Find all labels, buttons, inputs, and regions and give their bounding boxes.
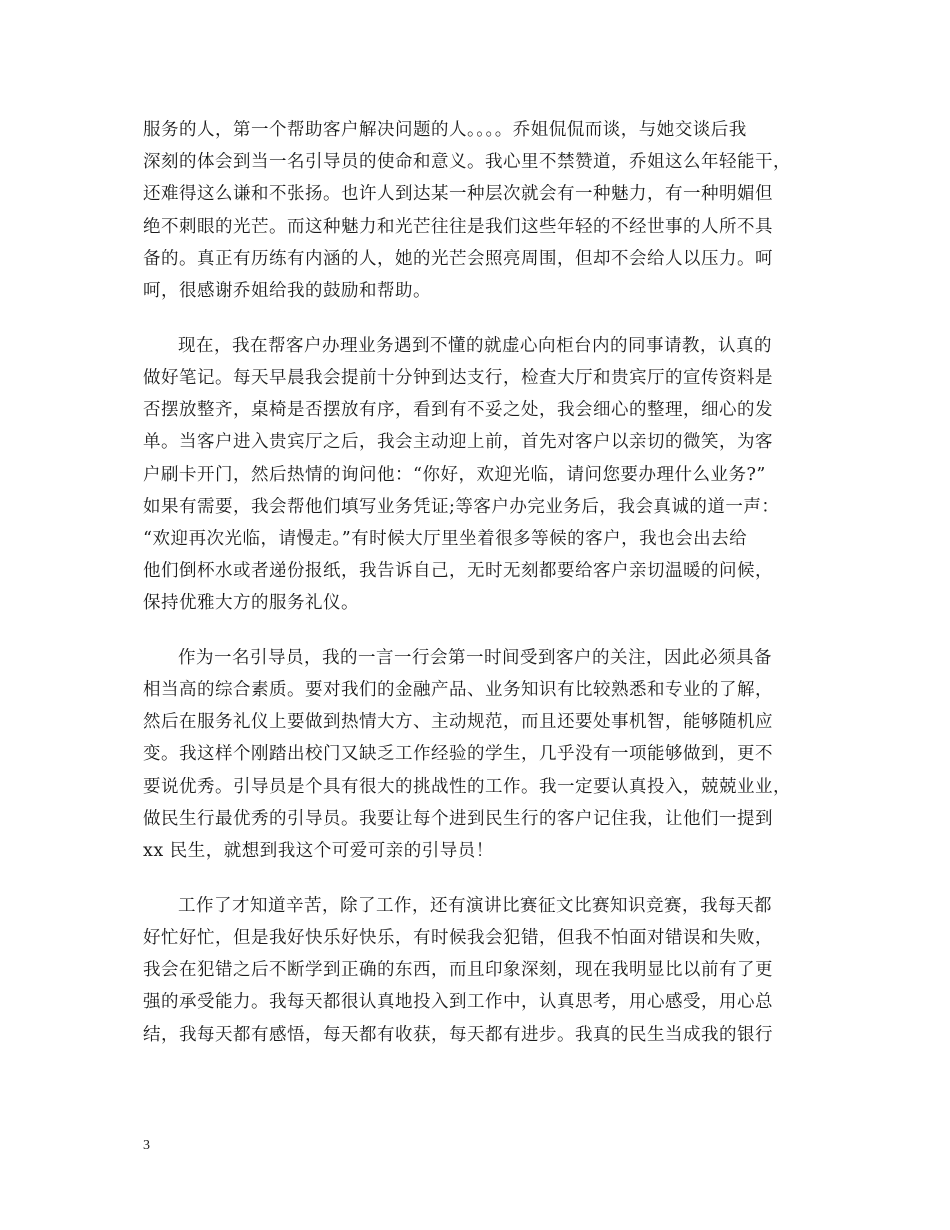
text-line: “欢迎再次光临，请慢走。”有时候大厅里坐着很多等候的客户，我也会出去给 — [143, 529, 748, 549]
text-line: xx 民生，就想到我这个可爱可亲的引导员！ — [143, 841, 494, 861]
text-line: 绝不刺眼的光芒。而这种魅力和光芒往往是我们这些年轻的不经世事的人所不具 — [143, 217, 773, 237]
paragraph-first-line: 工作了才知道辛苦，除了工作，还有演讲比赛征文比赛知识竞赛，我每天都 — [178, 896, 772, 916]
text-line: 强的承受能力。我每天都很认真地投入到工作中，认真思考，用心感受，用心总 — [143, 992, 773, 1012]
text-line: 变。我这样个刚踏出校门又缺乏工作经验的学生，几乎没有一项能够做到，更不 — [143, 744, 773, 764]
text-line: 单。当客户进入贵宾厅之后，我会主动迎上前，首先对客户以亲切的微笑，为客 — [143, 432, 773, 452]
text-line: 如果有需要，我会帮他们填写业务凭证;等客户办完业务后，我会真诚的道一声： — [143, 497, 780, 517]
text-line: 呵，很感谢乔姐给我的鼓励和帮助。 — [143, 281, 431, 301]
text-line: 备的。真正有历练有内涵的人，她的光芒会照亮周围，但却不会给人以压力。呵 — [143, 249, 773, 269]
paragraph-first-line: 作为一名引导员，我的一言一行会第一时间受到客户的关注，因此必须具备 — [178, 648, 772, 668]
text-line: 深刻的体会到当一名引导员的使命和意义。我心里不禁赞道，乔姐这么年轻能干， — [143, 152, 791, 172]
text-line: 户刷卡开门，然后热情的询问他：“你好，欢迎光临，请问您要办理什么业务?” — [143, 465, 766, 485]
text-line: 我会在犯错之后不断学到正确的东西，而且印象深刻，现在我明显比以前有了更 — [143, 960, 773, 980]
text-line: 做好笔记。每天早晨我会提前十分钟到达支行，检查大厅和贵宾厅的宣传资料是 — [143, 368, 773, 388]
page-number: 3 — [143, 1138, 150, 1153]
text-line: 做民生行最优秀的引导员。我要让每个进到民生行的客户记住我，让他们一提到 — [143, 809, 773, 829]
text-line: 保持优雅大方的服务礼仪。 — [143, 593, 359, 613]
text-line: 然后在服务礼仪上要做到热情大方、主动规范，而且还要处事机智，能够随机应 — [143, 712, 773, 732]
text-line: 还难得这么谦和不张扬。也许人到达某一种层次就会有一种魅力，有一种明媚但 — [143, 184, 773, 204]
paragraph-first-line: 现在，我在帮客户办理业务遇到不懂的就虚心向柜台内的同事请教，认真的 — [178, 336, 772, 356]
text-line: 好忙好忙，但是我好快乐好快乐，有时候我会犯错，但我不怕面对错误和失败， — [143, 928, 773, 948]
text-line: 他们倒杯水或者递份报纸，我告诉自己，无时无刻都要给客户亲切温暖的问候， — [143, 561, 773, 581]
text-line: 要说优秀。引导员是个具有很大的挑战性的工作。我一定要认真投入，兢兢业业， — [143, 777, 791, 797]
text-line: 结，我每天都有感悟，每天都有收获，每天都有进步。我真的民生当成我的银行 — [143, 1025, 773, 1045]
text-line: 否摆放整齐，桌椅是否摆放有序，看到有不妥之处，我会细心的整理，细心的发 — [143, 400, 773, 420]
text-line: 服务的人，第一个帮助客户解决问题的人。。。。乔姐侃侃而谈，与她交谈后我 — [143, 120, 747, 140]
text-line: 相当高的综合素质。要对我们的金融产品、业务知识有比较熟悉和专业的了解， — [143, 680, 773, 700]
